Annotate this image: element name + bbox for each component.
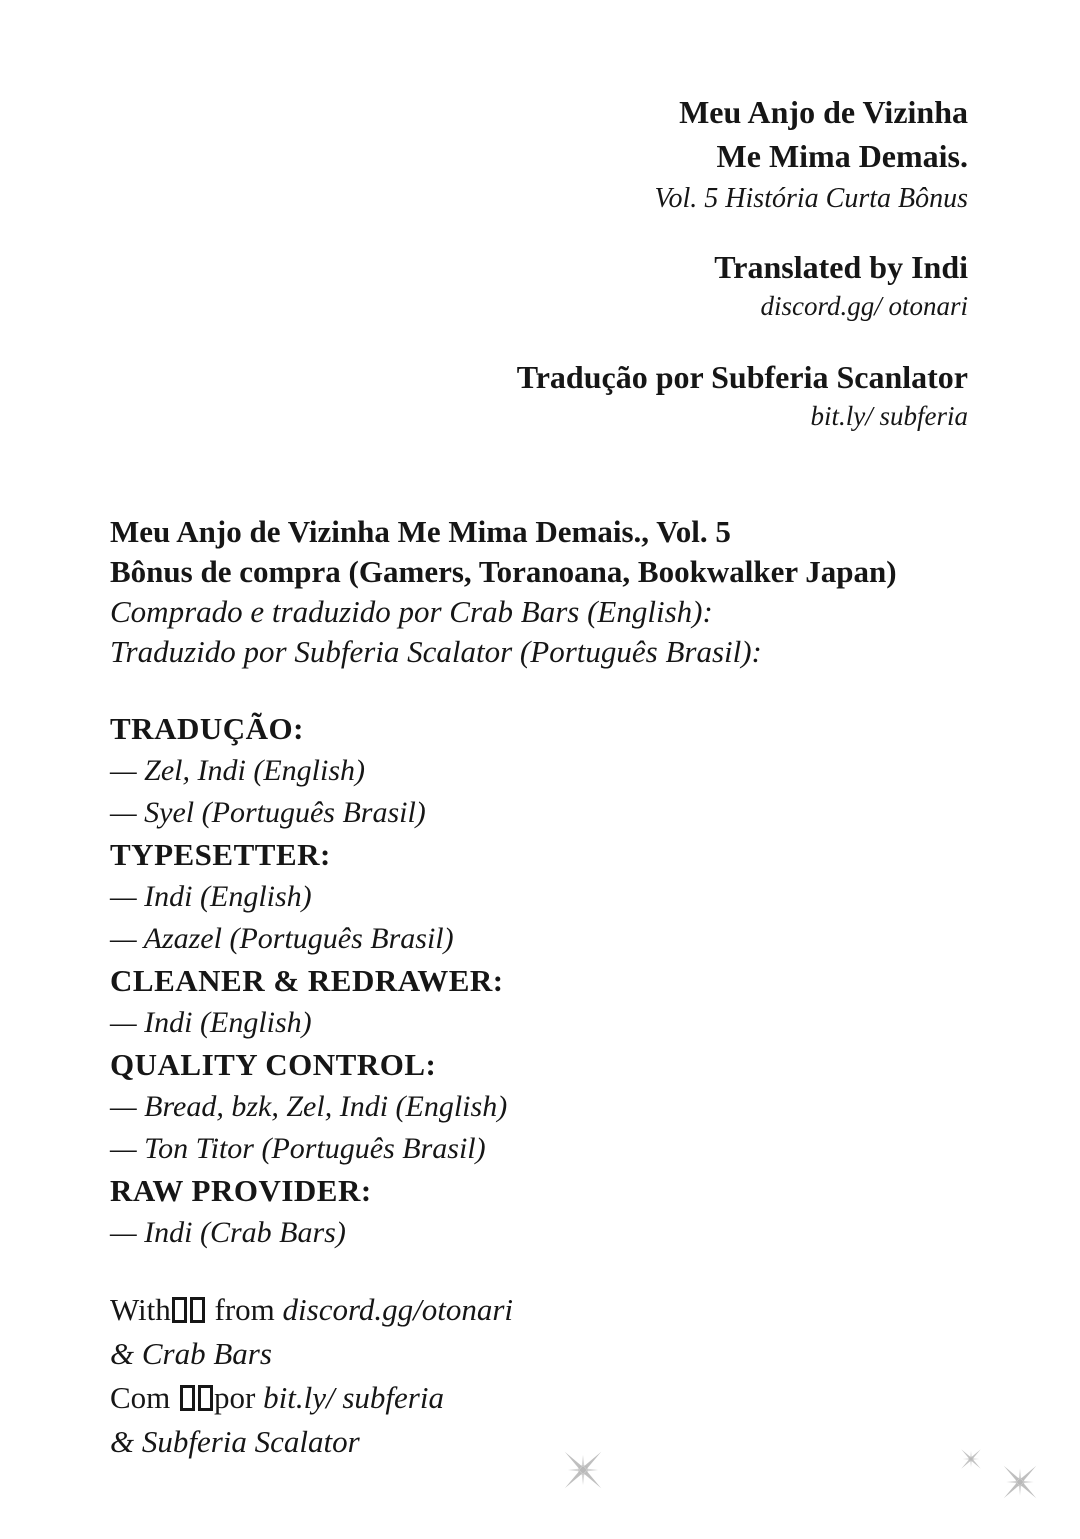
staff-credits-block xyxy=(110,708,507,1254)
release-english-line: Comprado e traduzido por Crab Bars (English): xyxy=(110,594,713,629)
footer-line-with xyxy=(110,1288,513,1332)
footer-com-word: Com xyxy=(110,1380,171,1415)
translated-by-heading: Translated by Indi xyxy=(714,249,968,285)
series-title-line-2: Me Mima Demais. xyxy=(716,138,968,174)
english-translator-block xyxy=(714,246,968,324)
sparkle-icon xyxy=(956,1444,986,1474)
credit-entry: — Syel (Português Brasil) xyxy=(110,796,426,829)
footer-thanks-block xyxy=(110,1288,513,1464)
series-title-block xyxy=(655,90,968,218)
portuguese-translator-block xyxy=(517,356,968,434)
credit-role-heading: CLEANER & REDRAWER: xyxy=(110,963,504,998)
footer-bitly-link: bit.ly/ subferia xyxy=(263,1380,444,1415)
credit-entry: — Indi (English) xyxy=(110,1006,312,1039)
release-info-block xyxy=(110,512,897,672)
footer-discord-link: discord.gg/otonari xyxy=(282,1292,514,1327)
release-title-line: Meu Anjo de Vizinha Me Mima Demais., Vol. 5 xyxy=(110,514,731,549)
traducao-por-heading: Tradução por Subferia Scanlator xyxy=(516,359,968,395)
footer-line-crab-bars: & Crab Bars xyxy=(110,1336,272,1371)
series-title-line-1: Meu Anjo de Vizinha xyxy=(679,94,968,130)
sparkle-icon xyxy=(995,1457,1045,1507)
credit-entry: — Indi (Crab Bars) xyxy=(110,1216,346,1249)
credit-entry: — Indi (English) xyxy=(110,880,312,913)
bitly-link-top: bit.ly/ subferia xyxy=(810,401,968,431)
credit-entry: — Bread, bzk, Zel, Indi (English) xyxy=(110,1090,508,1123)
tofu-box-icon xyxy=(180,1385,195,1411)
credit-entry: — Azazel (Português Brasil) xyxy=(110,922,454,955)
tofu-box-icon xyxy=(190,1297,205,1323)
tofu-box-icon xyxy=(172,1297,187,1323)
footer-with-word: With xyxy=(110,1292,171,1327)
release-bonus-line: Bônus de compra (Gamers, Toranoana, Bookwalker Japan) xyxy=(110,554,897,589)
footer-from-word: from xyxy=(214,1292,275,1327)
credit-entry: — Zel, Indi (English) xyxy=(110,754,365,787)
credit-role-heading: TYPESETTER: xyxy=(110,837,331,872)
footer-line-subferia: & Subferia Scalator xyxy=(110,1424,360,1459)
footer-line-com xyxy=(110,1376,513,1420)
tofu-box-icon xyxy=(198,1385,213,1411)
credit-role-heading: QUALITY CONTROL: xyxy=(110,1047,437,1082)
footer-por-word: por xyxy=(214,1380,256,1415)
volume-subtitle: Vol. 5 História Curta Bônus xyxy=(654,183,968,214)
credit-entry: — Ton Titor (Português Brasil) xyxy=(110,1132,486,1165)
credit-role-heading: TRADUÇÃO: xyxy=(110,711,304,746)
release-ptbr-line: Traduzido por Subferia Scalator (Português Brasil): xyxy=(110,634,762,669)
credit-role-heading: RAW PROVIDER: xyxy=(110,1173,372,1208)
sparkle-icon xyxy=(555,1442,611,1498)
discord-link-top: discord.gg/ otonari xyxy=(760,291,968,321)
